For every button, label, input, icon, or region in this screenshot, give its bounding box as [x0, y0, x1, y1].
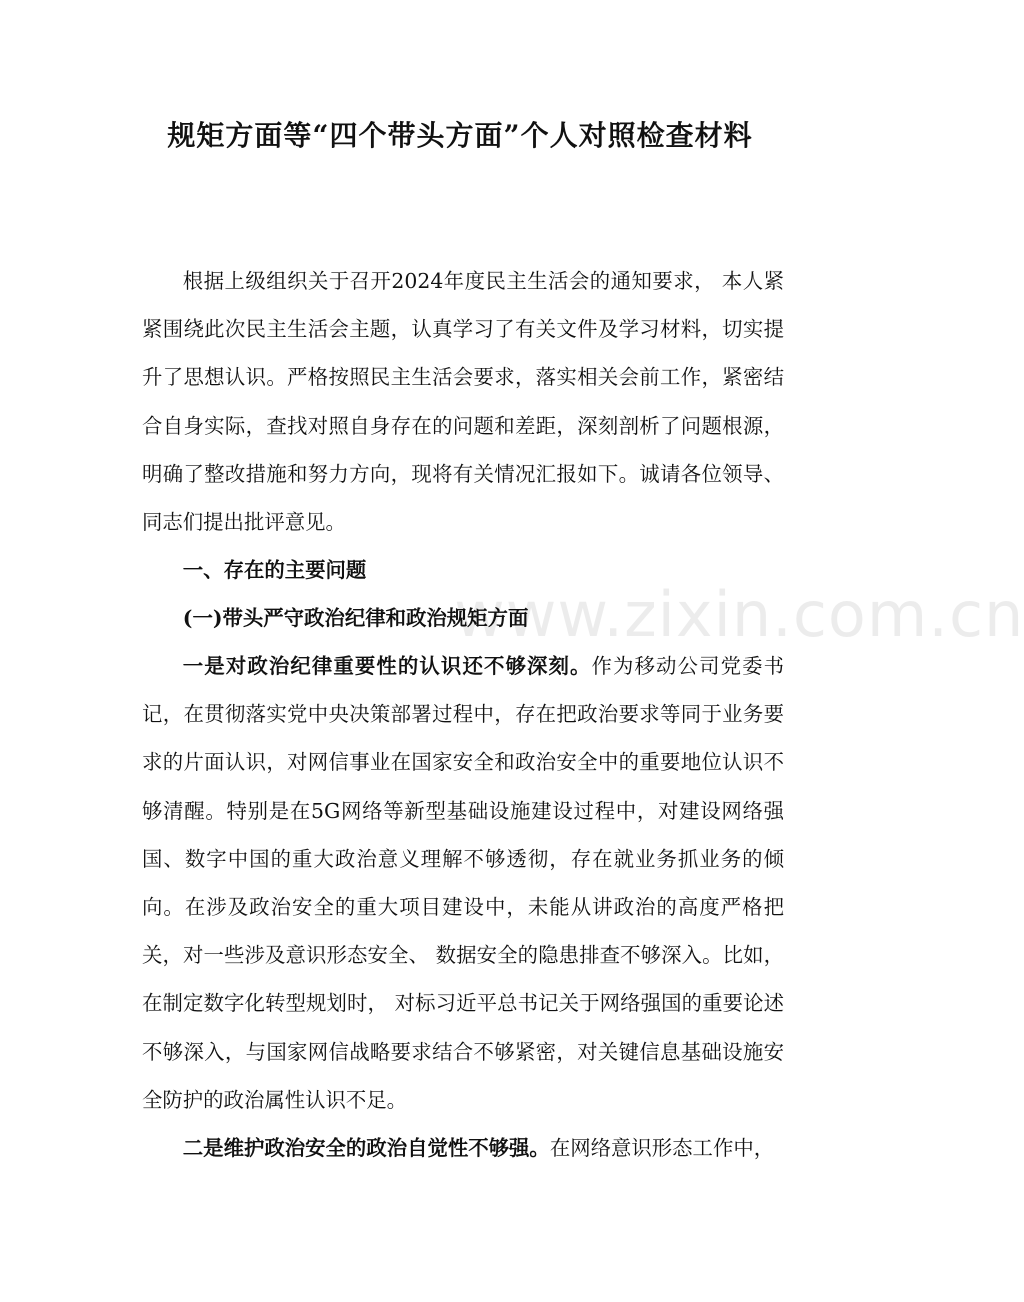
section-heading: 一、存在的主要问题: [182, 558, 367, 582]
point-1-body: 作为移动公司党委书记，在贯彻落实党中央决策部署过程中，存在把政治要求等同于业务要求的片面认识，对网信事业在国家安全和政治安全中的重要地位认识不够清醒。特别是在5G网络等新型基础设施建设过程中，对建设网络强国、数字中国的重大政治意义理解不够透彻，存在就业务抓业务的倾向。在涉及政治安全的重大项目建设中，未能从讲政治的高度严格把关，对一些涉及意识形态安全、 数据安全的隐患排查不够深入。比如，在制定数字化转型规划时， 对标习近平总书记关于网络强国的重要论述不够深入，与国家网信战略要求结合不够紧密，对关键信息基础设施安全防护的政治属性认识不足。: [142, 654, 784, 1112]
subsection-heading: (一)带头严守政治纪律和政治规矩方面: [182, 606, 529, 630]
point-1-lead: 一是对政治纪律重要性的认识还不够深刻。: [182, 654, 592, 678]
point-1-paragraph: [142, 642, 784, 1124]
point-2-body: 在网络意识形态工作中，: [549, 1136, 775, 1160]
intro-paragraph: 根据上级组织关于召开2024年度民主生活会的通知要求， 本人紧紧围绕此次民主生活会主题，认真学习了有关文件及学习材料，切实提升了思想认识。严格按照民主生活会要求，落实相关会前工作，紧密结合自身实际，查找对照自身存在的问题和差距，深刻剖析了问题根源，明确了整改措施和努力方向，现将有关情况汇报如下。诚请各位领导、同志们提出批评意见。: [142, 269, 784, 535]
point-2-paragraph: [142, 1124, 784, 1172]
document-title: 规矩方面等“四个带头方面”个人对照检查材料: [167, 119, 753, 152]
point-2-lead: 二是维护政治安全的政治自觉性不够强。: [182, 1136, 550, 1160]
watermark: www.zixin.com.cn: [454, 578, 1024, 651]
